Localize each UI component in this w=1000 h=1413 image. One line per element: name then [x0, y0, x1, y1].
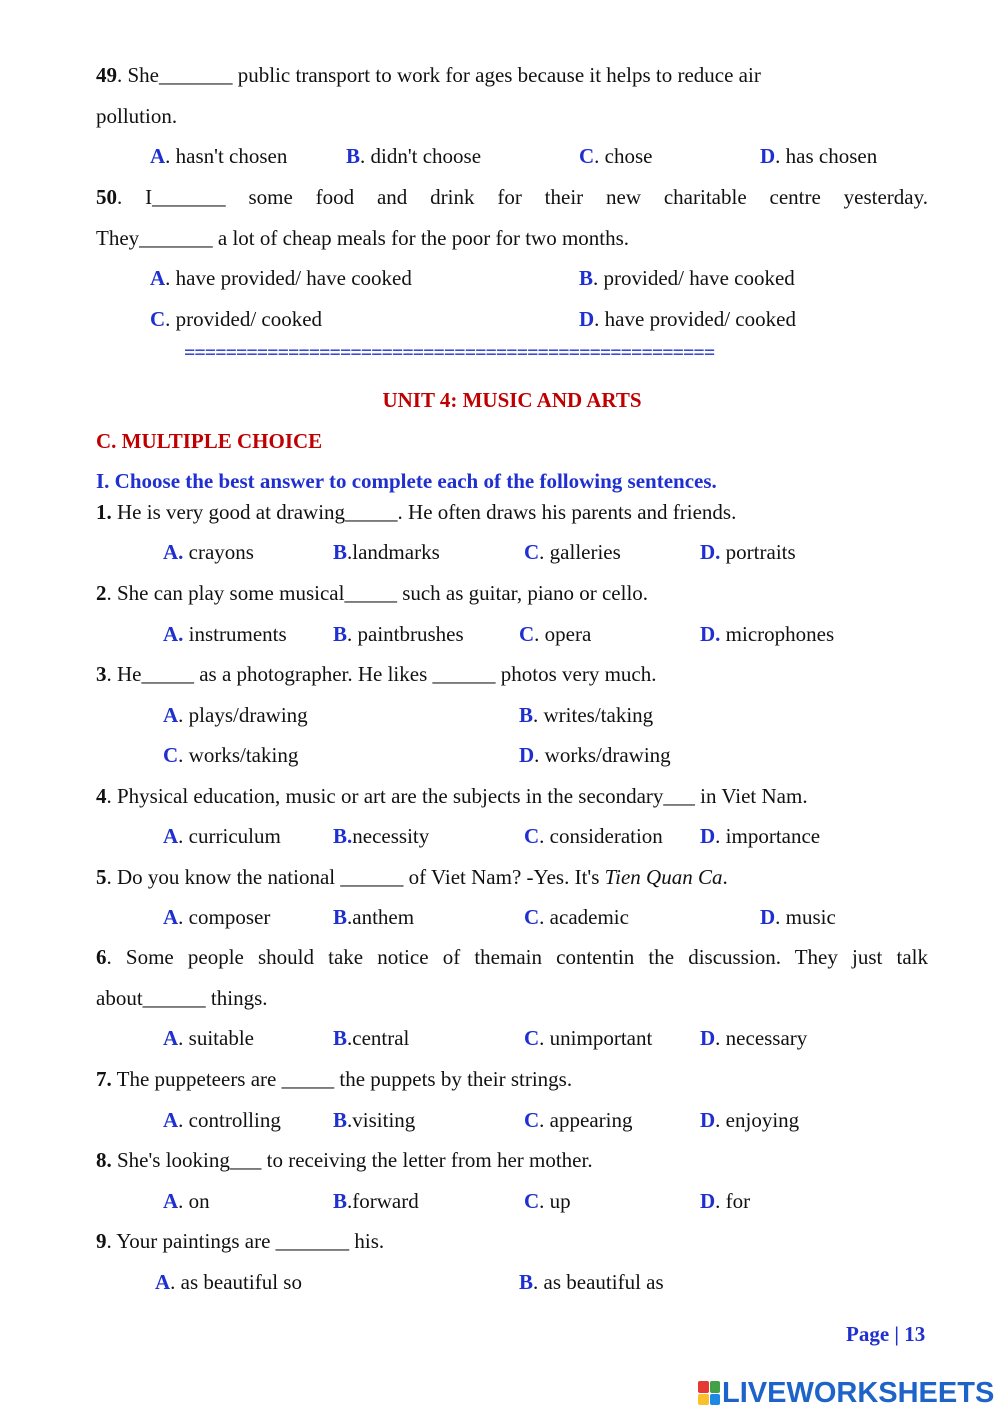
- question-6-line2: about______ things.: [96, 986, 268, 1010]
- option-letter: D.: [700, 622, 721, 646]
- option-letter: D: [700, 1026, 716, 1050]
- option-text: . unimportant: [539, 1026, 653, 1050]
- option-letter: C: [524, 1026, 540, 1050]
- option-letter: A: [150, 266, 166, 290]
- q8-option-c[interactable]: [524, 1188, 571, 1214]
- option-text: . music: [775, 905, 836, 929]
- q50-text: . I_______ some food and drink for their new charitable centre yesterday.: [117, 185, 928, 209]
- q50-number: 50: [96, 185, 117, 209]
- question-text: . She can play some musical_____ such as guitar, piano or cello.: [106, 581, 649, 605]
- question-6: [96, 944, 928, 970]
- question-5: [96, 864, 728, 890]
- option-text: . plays/drawing: [178, 703, 308, 727]
- question-number: 6: [96, 945, 107, 969]
- q1-option-c[interactable]: [524, 539, 621, 565]
- q49-line2: pollution.: [96, 104, 178, 128]
- option-letter: C: [579, 144, 595, 168]
- option-text: .forward: [347, 1189, 419, 1213]
- option-letter: A.: [163, 540, 184, 564]
- question-text: . Some people should take notice of themain contentin the discussion. They just talk: [106, 945, 928, 969]
- option-letter: D: [760, 905, 776, 929]
- option-letter: B: [519, 1270, 534, 1294]
- logo-square-yellow: [698, 1394, 709, 1406]
- q2-option-d[interactable]: [700, 621, 834, 647]
- q50-option-c[interactable]: [150, 306, 322, 332]
- option-letter: C: [524, 905, 540, 929]
- option-letter: C: [163, 743, 179, 767]
- option-text: portraits: [720, 540, 796, 564]
- unit-title: UNIT 4: MUSIC AND ARTS: [382, 388, 642, 412]
- q1-option-d[interactable]: [700, 539, 796, 565]
- q3-option-c[interactable]: [163, 742, 298, 768]
- question-number: 9: [96, 1229, 107, 1253]
- q3-option-b[interactable]: [519, 702, 653, 728]
- q6-option-a[interactable]: [163, 1025, 254, 1051]
- option-text: . importance: [715, 824, 821, 848]
- q3-option-d[interactable]: [519, 742, 671, 768]
- option-text: crayons: [183, 540, 254, 564]
- separator-line: ===================================================: [184, 346, 715, 360]
- option-letter: B: [519, 703, 534, 727]
- option-text: . appearing: [539, 1108, 633, 1132]
- option-letter: D: [760, 144, 776, 168]
- q9-option-a[interactable]: [155, 1269, 302, 1295]
- option-text: . on: [178, 1189, 210, 1213]
- logo-square-green: [710, 1381, 721, 1393]
- option-letter: C: [524, 540, 540, 564]
- option-letter: C: [524, 824, 540, 848]
- question-2: [96, 580, 648, 606]
- option-text: . has chosen: [775, 144, 878, 168]
- q3-option-a[interactable]: [163, 702, 308, 728]
- option-text: . enjoying: [715, 1108, 800, 1132]
- option-letter: D: [700, 1189, 716, 1213]
- option-letter: C: [524, 1108, 540, 1132]
- q2-option-a[interactable]: [163, 621, 287, 647]
- question-8: [96, 1147, 593, 1173]
- option-letter: B: [333, 622, 348, 646]
- q50-option-b[interactable]: [579, 265, 795, 291]
- q50-line1: [96, 184, 928, 210]
- question-number: 1.: [96, 500, 112, 524]
- q49-text: . She_______ public transport to work for ages because it helps to reduce air: [117, 63, 761, 87]
- q50-line2: They_______ a lot of cheap meals for the poor for two months.: [96, 226, 630, 250]
- logo-text: LIVEWORKSHEETS: [722, 1376, 995, 1409]
- question-7: [96, 1066, 572, 1092]
- option-letter: C: [150, 307, 166, 331]
- option-text: . provided/ cooked: [165, 307, 323, 331]
- option-letter: A: [163, 1108, 179, 1132]
- option-text: . composer: [178, 905, 271, 929]
- option-text: . didn't choose: [360, 144, 482, 168]
- option-text: . curriculum: [178, 824, 281, 848]
- option-letter: D.: [700, 540, 721, 564]
- q7-option-c[interactable]: [524, 1107, 632, 1133]
- liveworksheets-logo[interactable]: [698, 1378, 994, 1408]
- logo-square-red: [698, 1381, 709, 1393]
- option-text: . works/drawing: [534, 743, 671, 767]
- question-number: 7.: [96, 1067, 112, 1091]
- logo-square-blue: [710, 1394, 721, 1406]
- option-text: instruments: [183, 622, 287, 646]
- option-text: . paintbrushes: [347, 622, 464, 646]
- q4-option-c[interactable]: [524, 823, 663, 849]
- question-text: . Your paintings are _______ his.: [106, 1229, 385, 1253]
- q6-option-b[interactable]: [333, 1025, 409, 1051]
- q4-option-a[interactable]: [163, 823, 281, 849]
- logo-grid-icon: [698, 1381, 720, 1405]
- option-text: . for: [715, 1189, 751, 1213]
- question-text: . He_____ as a photographer. He likes ______ photos very much.: [106, 662, 657, 686]
- option-text: . necessary: [715, 1026, 808, 1050]
- q49-number: 49: [96, 63, 117, 87]
- q4-option-d[interactable]: [700, 823, 820, 849]
- question-4: [96, 783, 808, 809]
- q50-option-a[interactable]: [150, 265, 412, 291]
- option-text: . writes/taking: [533, 703, 654, 727]
- option-letter: A: [163, 824, 179, 848]
- option-text: . opera: [534, 622, 592, 646]
- q8-option-a[interactable]: [163, 1188, 210, 1214]
- option-letter: B: [579, 266, 594, 290]
- question-9: [96, 1228, 384, 1254]
- q2-option-b[interactable]: [333, 621, 464, 647]
- option-text: . up: [539, 1189, 571, 1213]
- option-letter: A: [163, 1189, 179, 1213]
- question-number: 5: [96, 865, 107, 889]
- option-text: . have provided/ cooked: [594, 307, 796, 331]
- q49-option-c[interactable]: [579, 143, 653, 169]
- question-number: 2: [96, 581, 107, 605]
- option-letter: A: [163, 703, 179, 727]
- q5-option-d[interactable]: [760, 904, 836, 930]
- q5-option-c[interactable]: [524, 904, 629, 930]
- option-letter: B: [333, 1108, 348, 1132]
- q5-option-a[interactable]: [163, 904, 270, 930]
- question-tail: .: [722, 865, 728, 889]
- option-text: . provided/ have cooked: [593, 266, 795, 290]
- question-number: 8.: [96, 1148, 112, 1172]
- option-text: . consideration: [539, 824, 663, 848]
- option-letter: C: [524, 1189, 540, 1213]
- option-text: .anthem: [347, 905, 415, 929]
- question-1: [96, 499, 736, 525]
- q2-option-c[interactable]: [519, 621, 591, 647]
- question-text: He is very good at drawing_____. He often draws his parents and friends.: [111, 500, 737, 524]
- option-text: microphones: [720, 622, 835, 646]
- section-title: C. MULTIPLE CHOICE: [96, 429, 323, 453]
- option-letter: A: [163, 1026, 179, 1050]
- option-text: . controlling: [178, 1108, 281, 1132]
- q1-option-b[interactable]: [333, 539, 440, 565]
- option-text: . as beautiful so: [170, 1270, 302, 1294]
- option-text: . works/taking: [178, 743, 299, 767]
- option-letter: B.: [333, 824, 353, 848]
- option-text: . have provided/ have cooked: [165, 266, 412, 290]
- anthem-name: Tien Quan Ca: [604, 865, 723, 889]
- question-text: . Physical education, music or art are the subjects in the secondary___ in Viet Nam.: [106, 784, 808, 808]
- option-text: . chose: [594, 144, 653, 168]
- q6-option-c[interactable]: [524, 1025, 652, 1051]
- question-text: The puppeteers are _____ the puppets by their strings.: [111, 1067, 573, 1091]
- option-text: .central: [347, 1026, 410, 1050]
- q5-option-b[interactable]: [333, 904, 414, 930]
- option-text: . academic: [539, 905, 629, 929]
- q1-option-a[interactable]: [163, 539, 254, 565]
- option-letter: B: [333, 1026, 348, 1050]
- option-text: necessity: [352, 824, 430, 848]
- option-letter: B: [333, 540, 348, 564]
- q49-line1: [96, 62, 761, 88]
- option-text: . as beautiful as: [533, 1270, 664, 1294]
- q9-option-b[interactable]: [519, 1269, 664, 1295]
- q6-option-d[interactable]: [700, 1025, 807, 1051]
- q49-option-a[interactable]: [150, 143, 287, 169]
- question-number: 4: [96, 784, 107, 808]
- option-letter: A: [150, 144, 166, 168]
- question-text: She's looking___ to receiving the letter from her mother.: [111, 1148, 593, 1172]
- instruction: I. Choose the best answer to complete each of the following sentences.: [96, 469, 717, 493]
- option-text: . galleries: [539, 540, 621, 564]
- option-letter: B: [333, 905, 348, 929]
- q7-option-b[interactable]: [333, 1107, 415, 1133]
- q49-option-b[interactable]: [346, 143, 481, 169]
- option-letter: A: [163, 905, 179, 929]
- q4-option-b[interactable]: [333, 823, 429, 849]
- option-letter: B: [346, 144, 361, 168]
- q7-option-a[interactable]: [163, 1107, 281, 1133]
- option-letter: B: [333, 1189, 348, 1213]
- q8-option-b[interactable]: [333, 1188, 419, 1214]
- option-text: .visiting: [347, 1108, 416, 1132]
- option-letter: C: [519, 622, 535, 646]
- q7-option-d[interactable]: [700, 1107, 799, 1133]
- option-letter: D: [519, 743, 535, 767]
- option-letter: D: [579, 307, 595, 331]
- option-text: . hasn't chosen: [165, 144, 288, 168]
- option-letter: A.: [163, 622, 184, 646]
- option-letter: A: [155, 1270, 171, 1294]
- question-number: 3: [96, 662, 107, 686]
- option-letter: D: [700, 824, 716, 848]
- q8-option-d[interactable]: [700, 1188, 750, 1214]
- q50-option-d[interactable]: [579, 306, 796, 332]
- option-text: . suitable: [178, 1026, 254, 1050]
- q49-option-d[interactable]: [760, 143, 877, 169]
- option-letter: D: [700, 1108, 716, 1132]
- page-number: Page | 13: [846, 1322, 926, 1346]
- question-3: [96, 661, 656, 687]
- question-text: . Do you know the national ______ of Viet Nam? -Yes. It's: [106, 865, 605, 889]
- option-text: .landmarks: [347, 540, 440, 564]
